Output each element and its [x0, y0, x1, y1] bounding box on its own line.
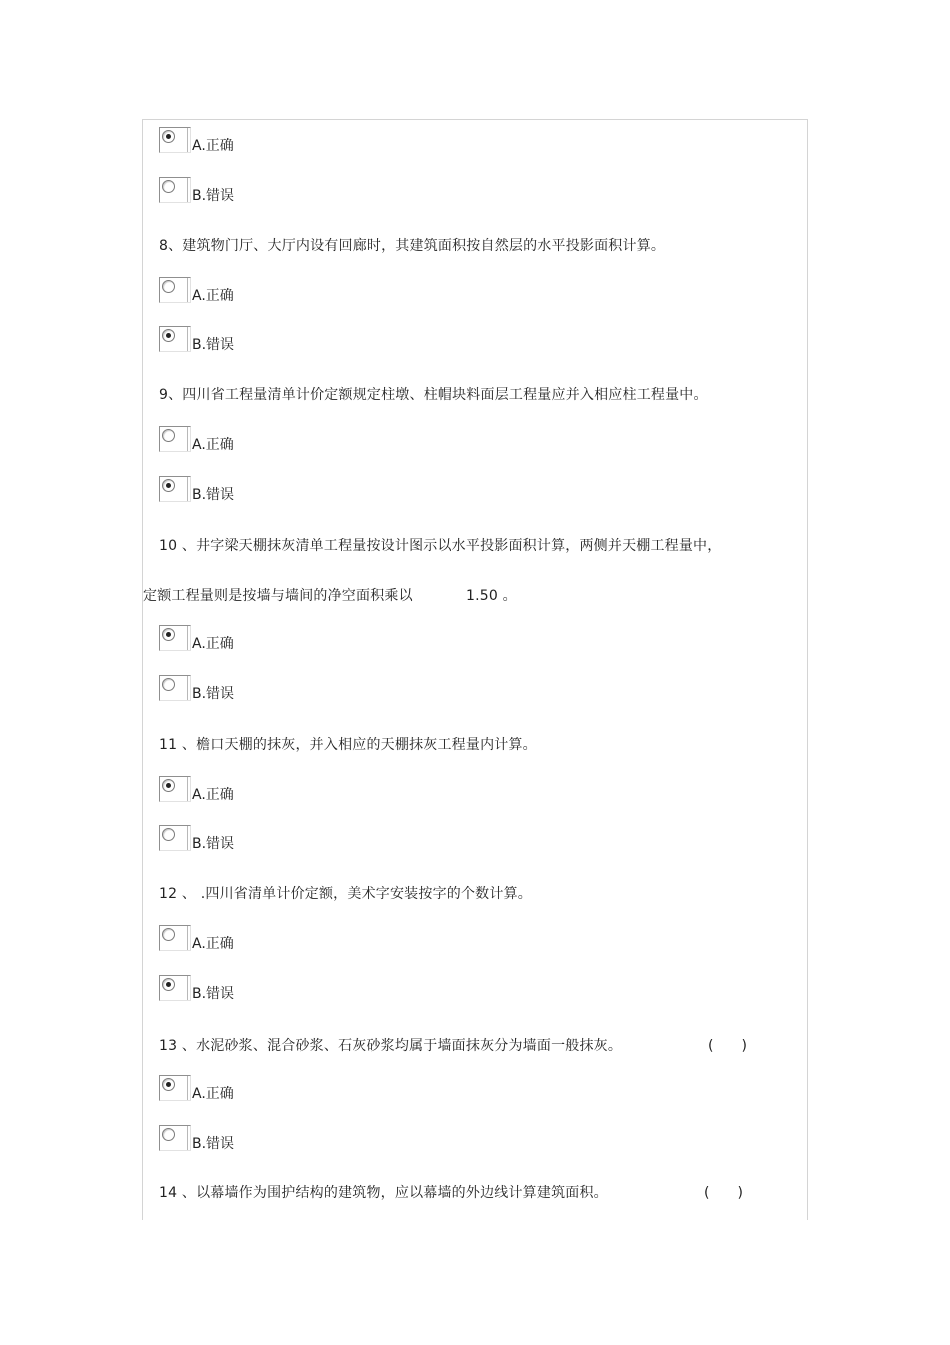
radio-button-checked-icon[interactable] [162, 628, 175, 641]
question-10-text: 10 、井字梁天棚抹灰清单工程量按设计图示以水平投影面积计算，两侧并天棚工程量中， [159, 538, 722, 554]
radio-button-icon[interactable] [162, 828, 175, 841]
radio-button-checked-icon[interactable] [162, 130, 175, 143]
option-label: A.正确 [192, 936, 234, 952]
answer-parentheses: ( ) [708, 1038, 747, 1054]
question-14-text: 14 、以幕墙作为围护结构的建筑物，应以幕墙的外边线计算建筑面积。 [159, 1185, 608, 1201]
option-label: B.错误 [192, 337, 235, 353]
radio-button-icon[interactable] [162, 1128, 175, 1141]
question-9-text: 9、四川省工程量清单计价定额规定柱墩、柱帽块料面层工程量应并入相应柱工程量中。 [159, 387, 708, 403]
answer-parentheses: ( ) [704, 1185, 743, 1201]
option-label: A.正确 [192, 138, 234, 154]
option-label: B.错误 [192, 686, 235, 702]
question-11-text: 11 、檐口天棚的抹灰，并入相应的天棚抹灰工程量内计算。 [159, 737, 537, 753]
option-label: B.错误 [192, 836, 235, 852]
radio-button-checked-icon[interactable] [162, 329, 175, 342]
radio-button-icon[interactable] [162, 180, 175, 193]
radio-button-icon[interactable] [162, 678, 175, 691]
option-label: A.正确 [192, 1086, 234, 1102]
radio-button-checked-icon[interactable] [162, 479, 175, 492]
question-10-value: 1.50 。 [466, 588, 517, 604]
question-8-text: 8、建筑物门厅、大厅内设有回廊时，其建筑面积按自然层的水平投影面积计算。 [159, 238, 666, 254]
question-13-text: 13 、水泥砂浆、混合砂浆、石灰砂浆均属于墙面抹灰分为墙面一般抹灰。 [159, 1038, 623, 1054]
option-label: B.错误 [192, 188, 235, 204]
option-label: A.正确 [192, 787, 234, 803]
question-10-continuation: 定额工程量则是按墙与墙间的净空面积乘以 [143, 588, 413, 604]
option-label: B.错误 [192, 986, 235, 1002]
radio-button-icon[interactable] [162, 280, 175, 293]
option-label: A.正确 [192, 288, 234, 304]
option-label: A.正确 [192, 437, 234, 453]
option-label: B.错误 [192, 1136, 235, 1152]
radio-button-checked-icon[interactable] [162, 1078, 175, 1091]
option-label: B.错误 [192, 487, 235, 503]
question-12-text: 12 、 .四川省清单计价定额，美术字安装按字的个数计算。 [159, 886, 532, 902]
radio-button-checked-icon[interactable] [162, 978, 175, 991]
radio-button-icon[interactable] [162, 928, 175, 941]
radio-button-checked-icon[interactable] [162, 779, 175, 792]
option-label: A.正确 [192, 636, 234, 652]
radio-button-icon[interactable] [162, 429, 175, 442]
